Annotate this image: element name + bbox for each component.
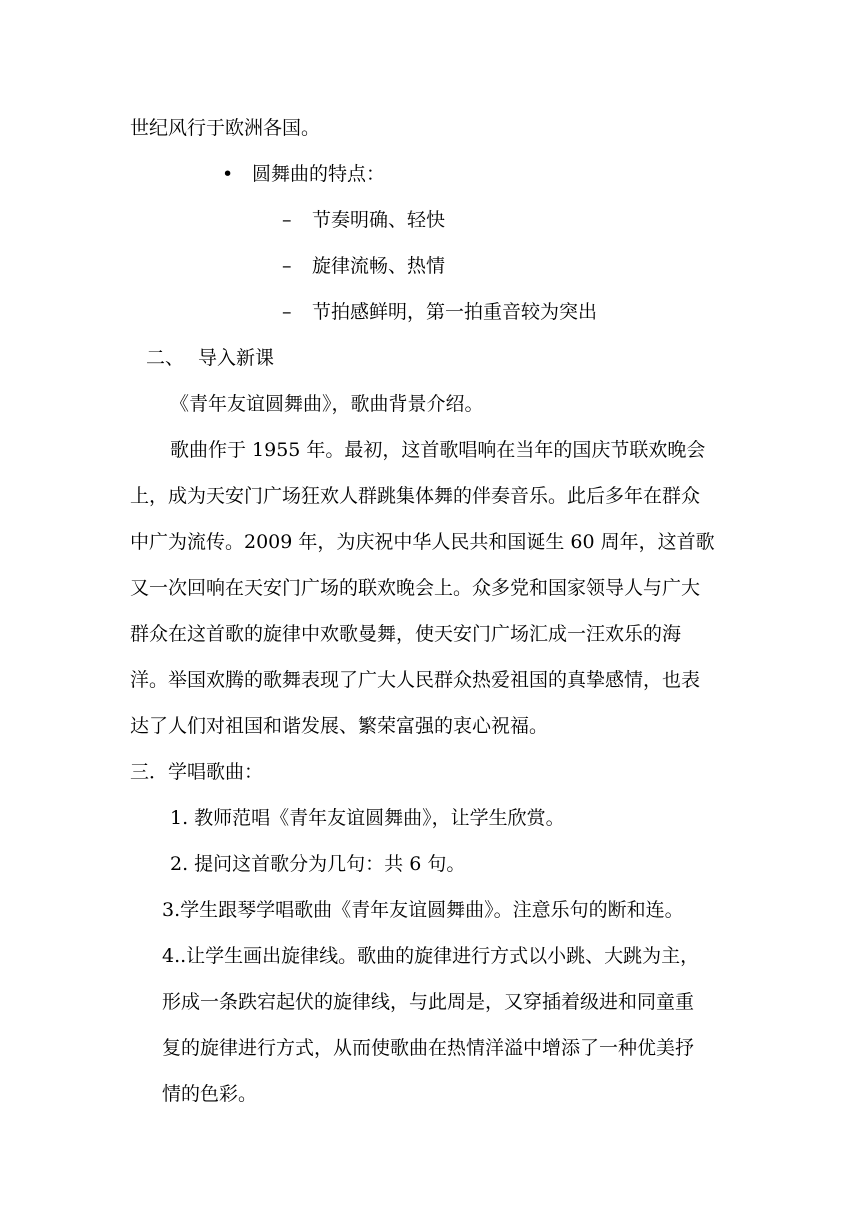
background-paragraph-line: 达了人们对祖国和谐发展、繁荣富强的衷心祝福。 [130,715,549,737]
step-4-line: 复的旋律进行方式，从而使歌曲在热情洋溢中增添了一种优美抒 [162,1037,695,1059]
section2-number: 二、 [146,347,185,369]
section2-title: 导入新课 [198,347,275,369]
feature-item-2: 旋律流畅、热情 [312,255,446,277]
dash-icon: – [282,255,292,277]
dash-icon: – [282,301,292,323]
step-4-line: 4..让学生画出旋律线。歌曲的旋律进行方式以小跳、大跳为主， [162,945,700,967]
intro-tail-line: 世纪风行于欧洲各国。 [130,117,321,139]
step-4-line: 情的色彩。 [162,1083,258,1105]
step-1: 1. 教师范唱《青年友谊圆舞曲》，让学生欣赏。 [170,807,565,829]
background-paragraph-line: 洋。举国欢腾的歌舞表现了广大人民群众热爱祖国的真挚感情，也表 [130,669,701,691]
background-paragraph-line: 上，成为天安门广场狂欢人群跳集体舞的伴奏音乐。此后多年在群众 [130,485,701,507]
step-4-line: 形成一条跌宕起伏的旋律线，与此周是，又穿插着级进和同童重 [162,991,695,1013]
section3-title: 三．学唱歌曲： [130,761,264,783]
background-paragraph-line: 中广为流传。2009 年，为庆祝中华人民共和国诞生 60 周年，这首歌 [130,531,715,553]
background-paragraph-line: 歌曲作于 1955 年。最初，这首歌唱响在当年的国庆节联欢晚会 [170,439,706,461]
background-paragraph-line: 群众在这首歌的旋律中欢歌曼舞，使天安门广场汇成一汪欢乐的海 [130,623,682,645]
background-paragraph-line: 又一次回响在天安门广场的联欢晚会上。众多党和国家领导人与广大 [130,577,701,599]
feature-item-3: 节拍感鲜明，第一拍重音较为突出 [312,301,598,323]
feature-item-1: 节奏明确、轻快 [312,209,446,231]
features-heading: 圆舞曲的特点： [252,163,386,185]
bullet-icon: • [222,163,234,185]
dash-icon: – [282,209,292,231]
section2-intro: 《青年友谊圆舞曲》，歌曲背景介绍。 [170,393,484,415]
step-3: 3.学生跟琴学唱歌曲《青年友谊圆舞曲》。注意乐句的断和连。 [162,899,684,921]
step-2: 2. 提问这首歌分为几句：共 6 句。 [170,853,466,875]
